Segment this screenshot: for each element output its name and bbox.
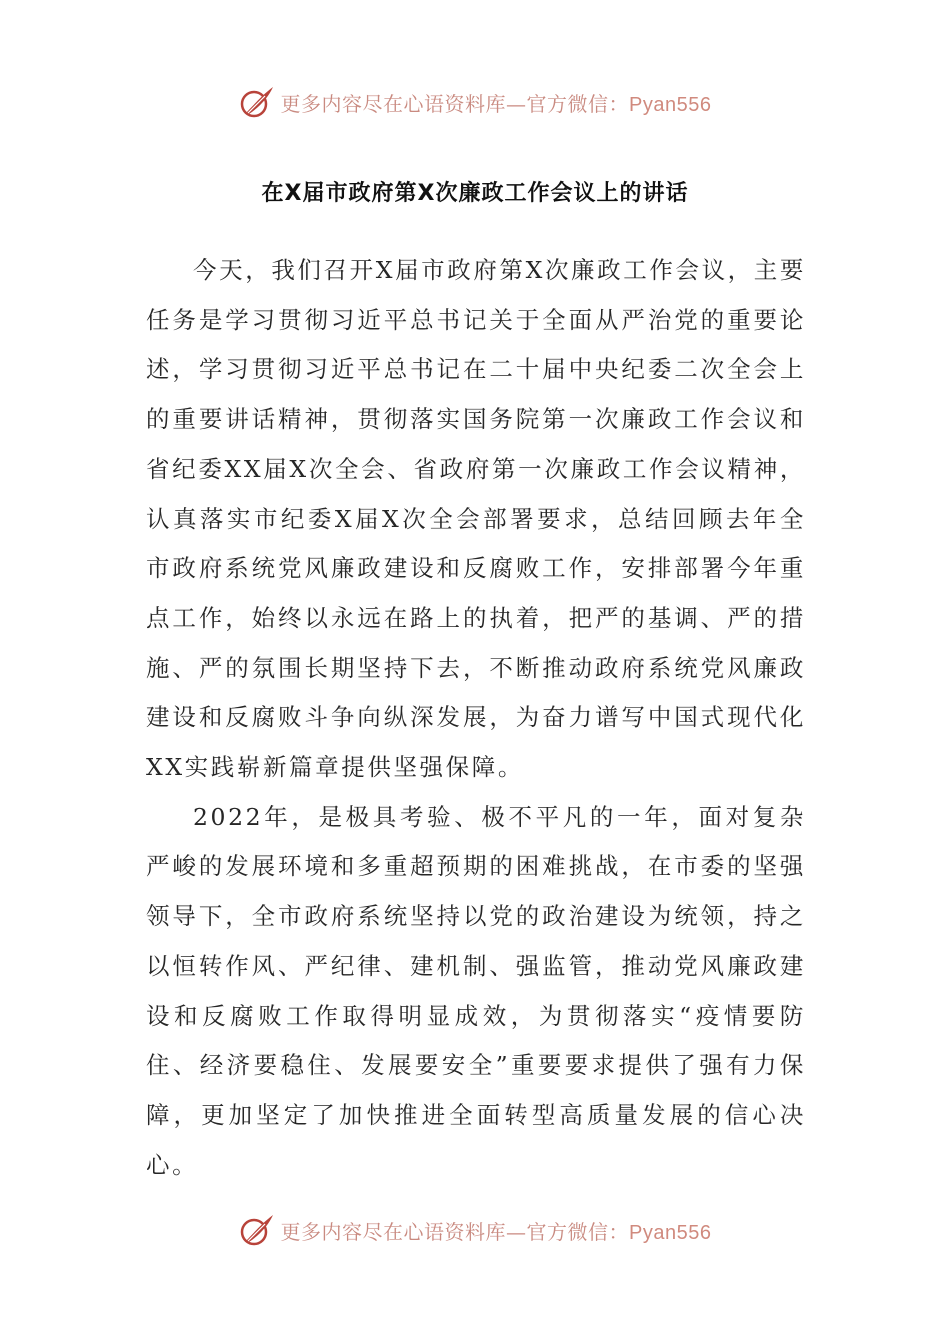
document-title: 在X届市政府第X次廉政工作会议上的讲话 [261, 181, 689, 206]
watermark-wechat-id: Pyan556 [629, 93, 712, 116]
watermark-text: 更多内容尽在心语资料库—官方微信：Pyan556 [280, 91, 712, 116]
document-body [146, 246, 806, 1190]
watermark-text: 更多内容尽在心语资料库—官方微信：Pyan556 [280, 1219, 712, 1244]
quill-pen-logo-icon [239, 84, 275, 120]
watermark-wechat-id: Pyan556 [629, 1221, 712, 1244]
paragraph: 2022年，是极具考验、极不平凡的一年，面对复杂严峻的发展环境和多重超预期的困难挑战，在市委的坚强领导下，全市政府系统坚持以党的政治建设为统领，持之以恒转作风、严纪律、建机制、强监管，推动党风廉政建设和反腐败工作取得明显成效，为贯彻落实“疫情要防住、经济要稳住、发展要安全”重要要求提供了强有力保障，更加坚定了加快推进全面转型高质量发展的信心决心。 [146, 802, 806, 1179]
quill-pen-logo-icon [239, 1212, 275, 1248]
watermark-banner-top [0, 82, 950, 122]
watermark-banner-bottom [0, 1210, 950, 1250]
paragraph: 今天，我们召开X届市政府第X次廉政工作会议，主要任务是学习贯彻习近平总书记关于全面从严治党的重要论述，学习贯彻习近平总书记在二十届中央纪委二次全会上的重要讲话精神，贯彻落实国务院第一次廉政工作会议和省纪委XX届X次全会、省政府第一次廉政工作会议精神，认真落实市纪委X届X次全会部署要求，总结回顾去年全市政府系统党风廉政建设和反腐败工作，安排部署今年重点工作，始终以永远在路上的执着，把严的基调、严的措施、严的氛围长期坚持下去，不断推动政府系统党风廉政建设和反腐败斗争向纵深发展，为奋力谱写中国式现代化XX实践崭新篇章提供坚强保障。 [146, 256, 806, 782]
